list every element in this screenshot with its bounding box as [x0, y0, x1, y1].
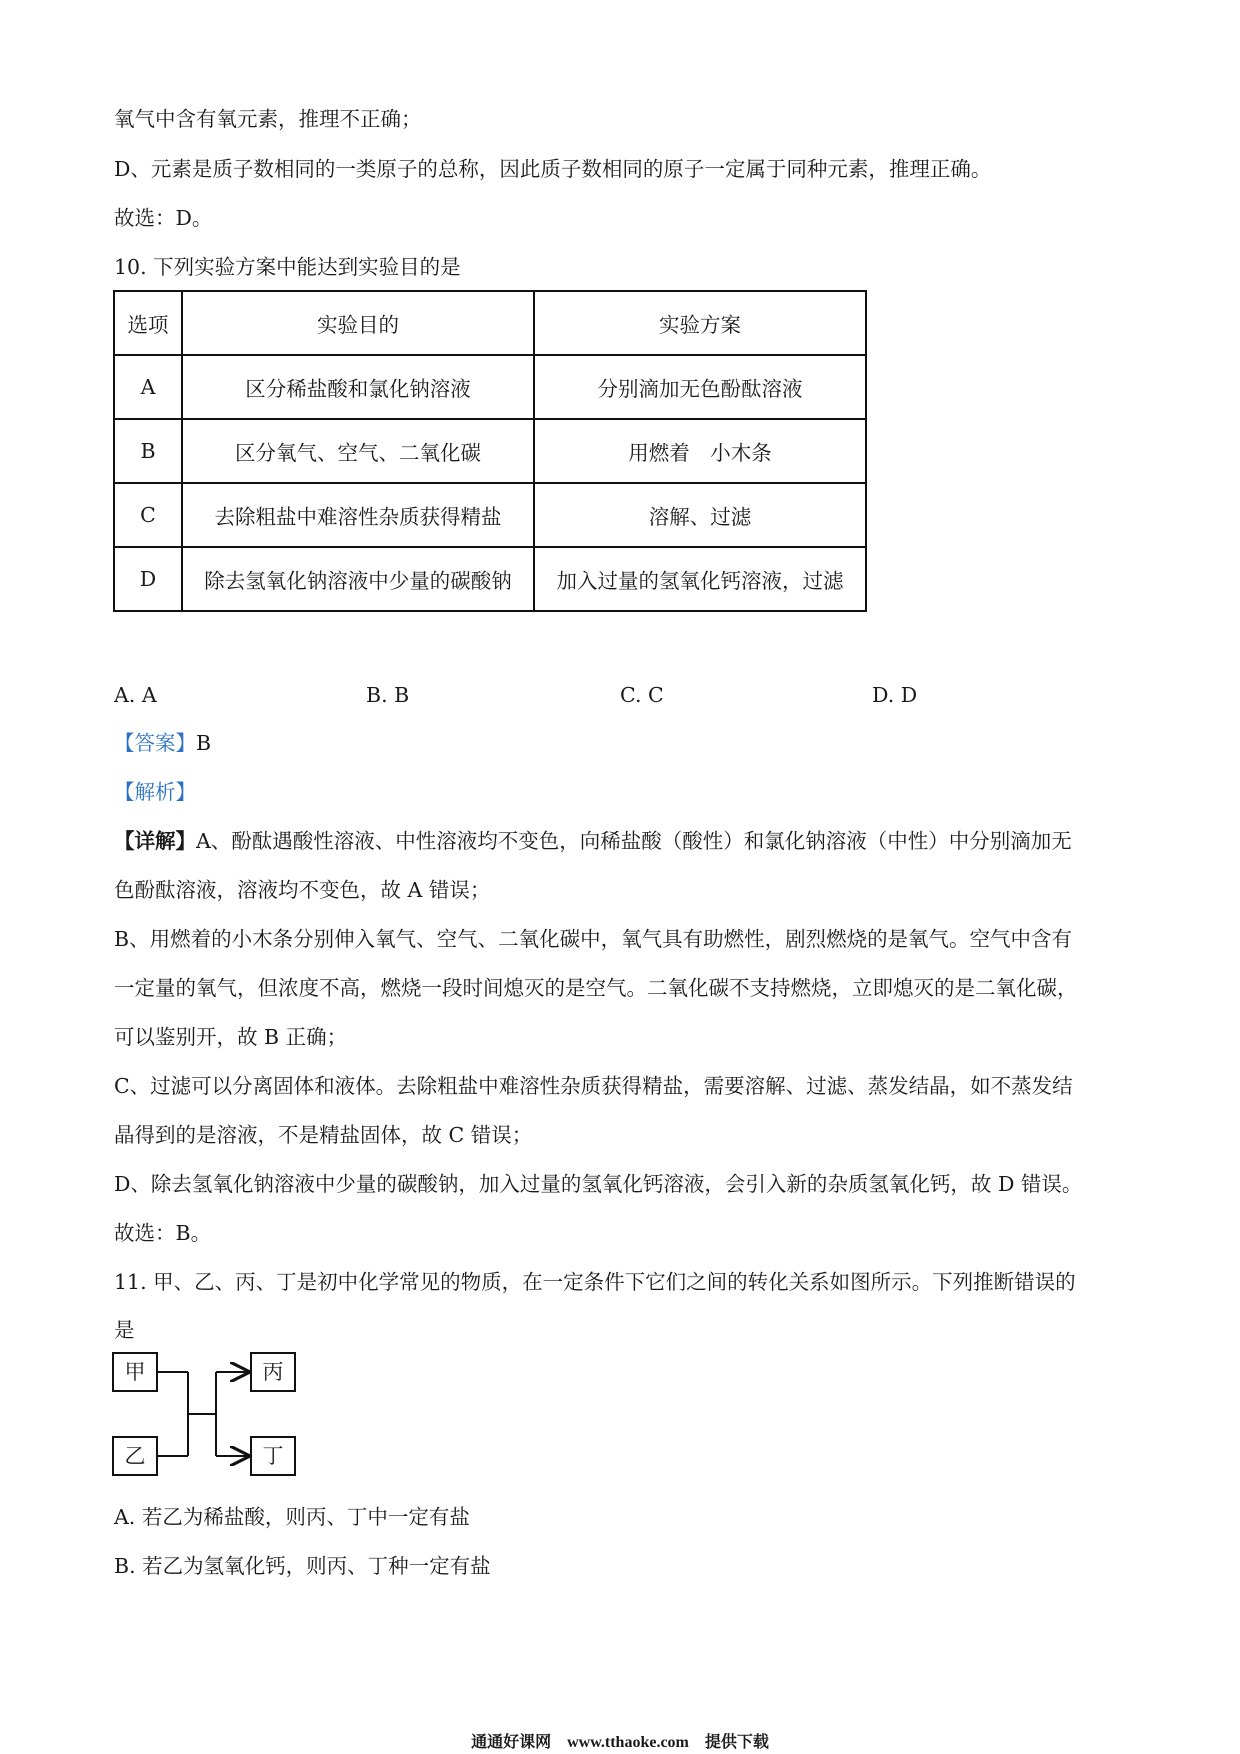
table-header-row — [114, 291, 866, 355]
detail-line: 一定量的氧气，但浓度不高，燃烧一段时间熄灭的是空气。二氧化碳不支持燃烧，立即熄灭的是二氧化碳， — [114, 976, 1078, 1000]
box-yi: 乙 — [112, 1436, 158, 1476]
table-cell: 溶解、过滤 — [534, 483, 866, 547]
table-row — [114, 355, 866, 419]
question-11-title: 11. 甲、乙、丙、丁是初中化学常见的物质，在一定条件下它们之间的转化关系如图所示。下列推断错误的 — [114, 1270, 1076, 1294]
table-cell: 区分稀盐酸和氯化钠溶液 — [182, 355, 534, 419]
text-line: D、元素是质子数相同的一类原子的总称，因此质子数相同的原子一定属于同种元素，推理正确。 — [114, 157, 992, 181]
option-b: B. 若乙为氢氧化钙，则丙、丁种一定有盐 — [114, 1554, 491, 1578]
footer-watermark: 通通好课网 www.tthaoke.com 提供下载 — [471, 1734, 769, 1751]
experiment-table — [113, 290, 867, 612]
table-cell: C — [114, 483, 182, 547]
detail-text: A、酚酞遇酸性溶液、中性溶液均不变色，向稀盐酸（酸性）和氯化钠溶液（中性）中分别滴加无 — [196, 829, 1072, 853]
detail-line: 故选：B。 — [114, 1221, 212, 1245]
table-row — [114, 483, 866, 547]
analysis-label: 【解析】 — [114, 780, 196, 804]
detail-line: B、用燃着的小木条分别伸入氧气、空气、二氧化碳中，氧气具有助燃性，剧烈燃烧的是氧气。空气中含有 — [114, 927, 1073, 951]
table-header: 选项 — [114, 291, 182, 355]
conversion-diagram — [112, 1352, 312, 1476]
detail-line — [114, 826, 1072, 856]
table-cell: B — [114, 419, 182, 483]
table-cell: A — [114, 355, 182, 419]
answer-label: 【答案】 — [114, 731, 196, 755]
text-line: 氧气中含有氧元素，推理不正确； — [114, 107, 422, 131]
table-header: 实验方案 — [534, 291, 866, 355]
question-11-title-cont: 是 — [114, 1318, 135, 1342]
table-header: 实验目的 — [182, 291, 534, 355]
detail-line: C、过滤可以分离固体和液体。去除粗盐中难溶性杂质获得精盐，需要溶解、过滤、蒸发结晶，如不蒸发结 — [114, 1074, 1073, 1098]
answer-value: B — [196, 731, 212, 755]
table-cell: 区分氧气、空气、二氧化碳 — [182, 419, 534, 483]
text-line: 故选：D。 — [114, 206, 213, 230]
table-cell: D — [114, 547, 182, 611]
answer-line — [114, 728, 211, 758]
option-c: C. C — [620, 683, 664, 707]
detail-label: 【详解】 — [114, 829, 196, 853]
table-cell: 去除粗盐中难溶性杂质获得精盐 — [182, 483, 534, 547]
detail-line: 可以鉴别开，故 B 正确； — [114, 1025, 348, 1049]
detail-line: 晶得到的是溶液，不是精盐固体，故 C 错误； — [114, 1123, 533, 1147]
table-cell: 加入过量的氢氧化钙溶液，过滤 — [534, 547, 866, 611]
option-a: A. 若乙为稀盐酸，则丙、丁中一定有盐 — [114, 1505, 470, 1529]
table-row — [114, 419, 866, 483]
option-d: D. D — [872, 683, 918, 707]
table-cell: 用燃着 小木条 — [534, 419, 866, 483]
question-10-title: 10. 下列实验方案中能达到实验目的是 — [114, 255, 461, 279]
table-cell: 分别滴加无色酚酞溶液 — [534, 355, 866, 419]
box-ding: 丁 — [250, 1436, 296, 1476]
option-a: A. A — [114, 683, 157, 707]
table-cell: 除去氢氧化钠溶液中少量的碳酸钠 — [182, 547, 534, 611]
table-row — [114, 547, 866, 611]
box-jia: 甲 — [112, 1352, 158, 1392]
option-b: B. B — [366, 683, 410, 707]
detail-line: 色酚酞溶液，溶液均不变色，故 A 错误； — [114, 878, 491, 902]
box-bing: 丙 — [250, 1352, 296, 1392]
detail-line: D、除去氢氧化钠溶液中少量的碳酸钠，加入过量的氢氧化钙溶液，会引入新的杂质氢氧化钙，故 D 错误。 — [114, 1172, 1083, 1196]
